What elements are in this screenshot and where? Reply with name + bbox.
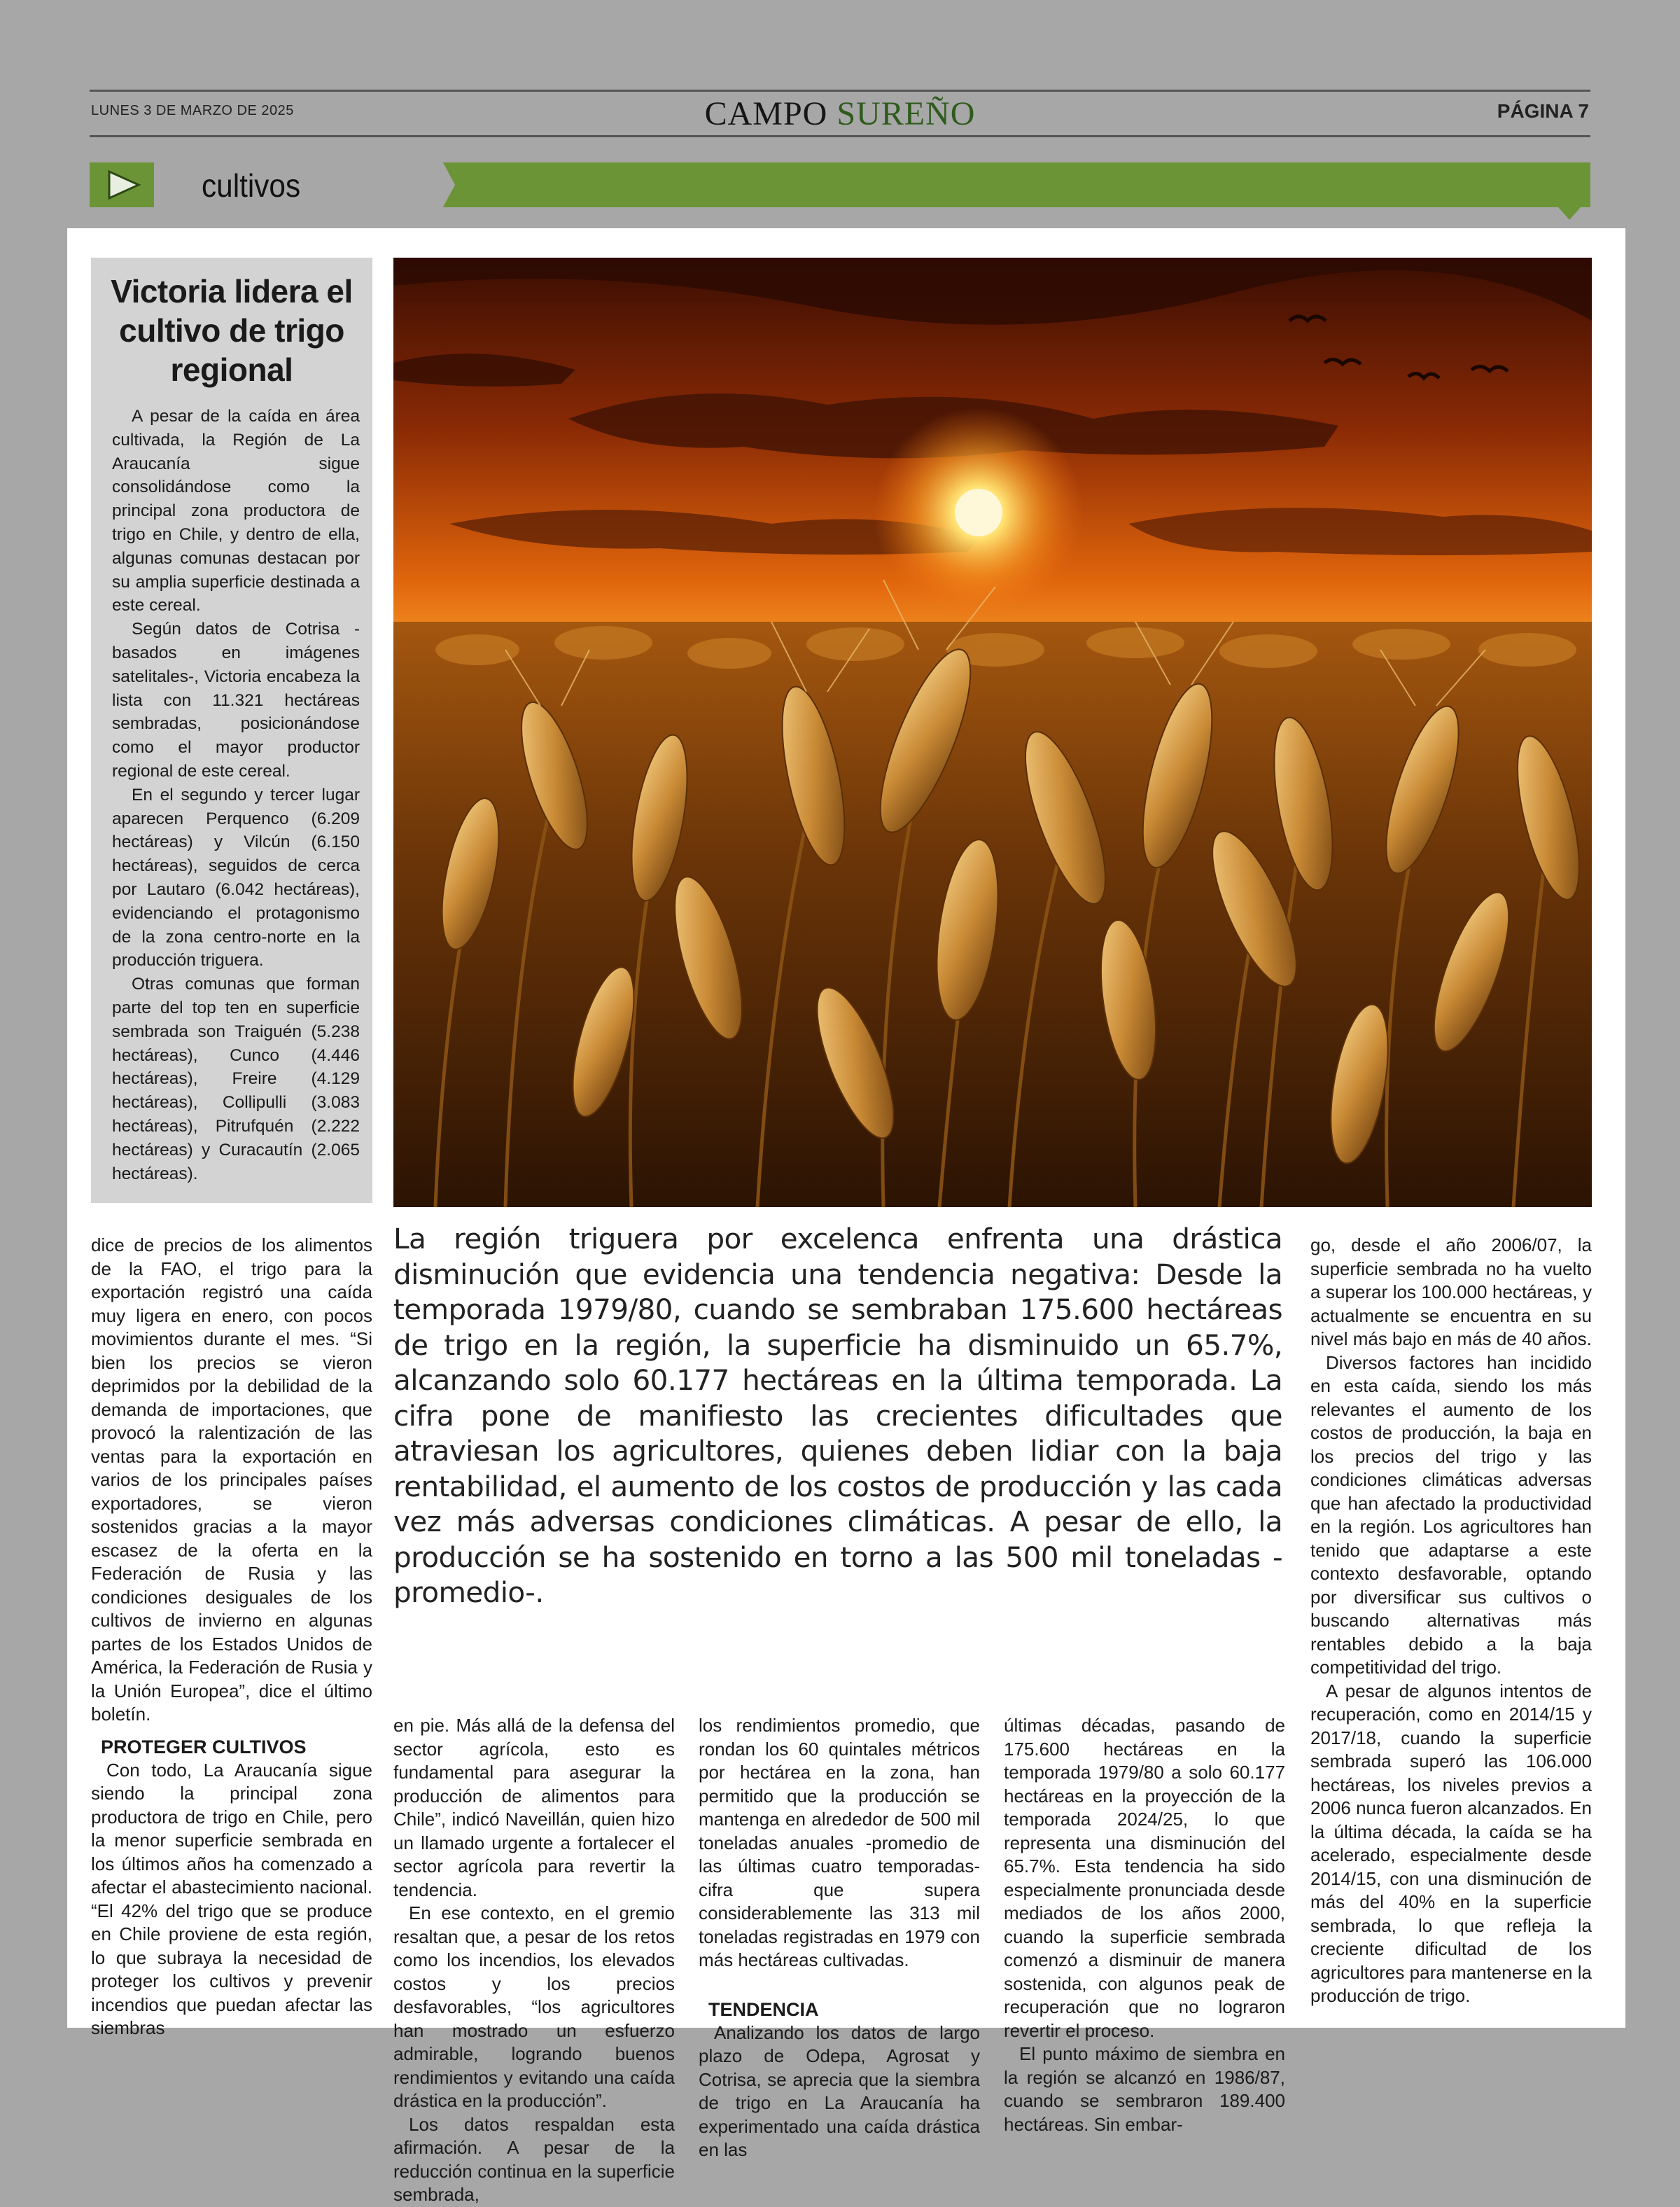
section-label: cultivos — [202, 167, 301, 204]
section-icon-box — [90, 162, 154, 207]
column-paragraph: dice de precios de los alimentos de la FAO, el trigo para la exportación registró una caída muy ligera en enero, con pocos movimientos durante el mes. “Si bien los precios se vieron deprimidos por la debilidad de la demanda de importaciones, que provocó la ralentización de las ventas para la exportación en varios de los principales países exportadores, se vieron sostenidos gracias a la mayor escasez de la oferta en la Federación de Rusia y las condiciones desiguales de los cultivos de invierno en algunas partes de los Estados Unidos de América, la Federación de Rusia y la Unión Europea”, dice el último boletín. — [91, 1234, 372, 1725]
column-paragraph: El punto máximo de siembra en la región se alcanzó en 1986/87, cuando se sembraron 189.400 hectáreas. Sin embar- — [1004, 2043, 1285, 2135]
sidebar-box — [91, 258, 372, 1203]
masthead-campo: CAMPO — [704, 95, 837, 132]
sidebar-paragraph: A pesar de la caída en área cultivada, la Región de La Araucanía sigue consolidándose como la principal zona productora de trigo en Chile, y dentro de ella, algunas comunas destacan por su amplia superficie destinada a este cereal. — [112, 407, 360, 615]
article-column-1 — [91, 1234, 372, 2040]
lead-text: La región triguera por excelenca enfrenta una drástica disminución que evidencia una tendencia negativa: Desde la temporada 1979/80, cuando se sembraban 175.600 hectáreas de trigo en la región, la superficie ha disminuido un 65.7%, alcanzando solo 60.177 hectáreas en la última temporada. La cifra pone de manifiesto las crecientes dificultades que atraviesan los agricultores, quienes deben lidiar con la baja rentabilidad, el aumento de los costos de producción y las cada vez más adversas condiciones climáticas. A pesar de ello, la producción se ha sostenido en torno a las 500 mil toneladas -promedio-. — [393, 1222, 1282, 1609]
page-number: PÁGINA 7 — [1497, 100, 1589, 122]
lead-paragraph — [393, 1221, 1282, 1610]
play-icon — [105, 169, 141, 200]
article-column-5 — [1310, 1234, 1592, 2008]
sidebar-body — [112, 405, 360, 1185]
wheat-sunset-photo — [393, 258, 1592, 1207]
column-paragraph: Diversos factores han incidido en esta caída, siendo los más relevantes el aumento de los costos de producción, la baja en los precios del trigo y las condiciones climáticas adversas que han afectado la productividad en la región. Los agricultores han tenido que adaptarse a este contexto desfavorable, optando por diversificar sus cultivos o buscando alternativas más rentables debido a la baja competitividad del trigo. — [1310, 1351, 1592, 1678]
column-paragraph: go, desde el año 2006/07, la superficie sembrada no ha vuelto a superar los 100.000 hectáreas, y actualmente se encuentra en su nivel más bajo en más de 40 años. — [1310, 1234, 1592, 1349]
section-bar — [90, 162, 1590, 207]
masthead — [90, 95, 1590, 133]
masthead-sureno: SUREÑO — [836, 95, 976, 132]
sidebar-paragraph: Otras comunas que forman parte del top ten en superficie sembrada son Traiguén (5.238 hectáreas), Cunco (4.446 hectáreas), Freire (4.129 hectáreas), Collipulli (3.083 hectáreas), Pitrufquén (2.222 hectáreas) y Curacautín (2.065 hectáreas). — [112, 975, 360, 1183]
page-header — [90, 90, 1590, 137]
sidebar-paragraph: Según datos de Cotrisa -basados en imágenes satelitales-, Victoria encabeza la lista con 11.321 hectáreas sembradas, posicionándose como el mayor productor regional de este cereal. — [112, 620, 360, 781]
column-paragraph: A pesar de algunos intentos de recuperación, como en 2014/15 y 2017/18, cuando la superficie sembrada superó las 106.000 hectáreas, los niveles previos a 2006 nunca fueron alcanzados. En la última década, la caída se ha acelerado, especialmente desde 2014/15, con una disminución de más del 40% en la superficie sembrada, lo que refleja la creciente dificultad de los agricultores para mantenerse en la producción de trigo. — [1310, 1680, 1592, 2006]
column-paragraph: últimas décadas, pasando de 175.600 hectáreas en la temporada 1979/80 a solo 60.177 hectáreas en la proyección de la temporada 2024/25, lo que representa una disminución del 65.7%. Esta tendencia ha sido especialmente pronunciada desde mediados de los años 2000, cuando la superficie sembrada comenzó a disminuir de manera sostenida, con algunos peak de recuperación que no lograron revertir el proceso. — [1004, 1715, 1285, 2041]
section-bar-pointer — [1558, 207, 1581, 220]
article-page — [67, 228, 1625, 2205]
column-paragraph: En ese contexto, en el gremio resaltan que, a pesar de los retos como los incendios, los elevados costos y los precios desfavorables, “los agricultores han mostrado un esfuerzo admirable, logrando buenos rendimientos y evitando una caída drástica en la producción”. — [393, 1902, 675, 2111]
column-paragraph: en pie. Más allá de la defensa del sector agrícola, esto es fundamental para asegurar la producción de alimentos para Chile”, indicó Naveillán, quien hizo un llamado urgente a fortalecer el sector agrícola para revertir la tendencia. — [393, 1715, 675, 1900]
issue-date: LUNES 3 DE MARZO DE 2025 — [91, 103, 294, 118]
article-column-4 — [1004, 1714, 1285, 2136]
sidebar-title: Victoria lidera el cultivo de trigo regional — [111, 273, 353, 388]
column-paragraph: los rendimientos promedio, que rondan los 60 quintales métricos por hectárea en la zona, han permitido que la producción se mantenga en alrededor de 500 mil toneladas anuales -promedio de las últimas cuatro temporadas- cifra que supera considerablemente las 313 mil toneladas registradas en 1979 con más hectáreas cultivadas. — [699, 1715, 980, 1970]
column-paragraph: Analizando los datos de largo plazo de Odepa, Agrosat y Cotrisa, se aprecia que la siembra de trigo en La Araucanía ha experimentado una caída drástica en las — [699, 2021, 980, 2160]
article-column-2 — [393, 1714, 675, 2207]
subheading-tendencia: TENDENCIA — [708, 1998, 819, 2020]
subheading-proteger-cultivos: PROTEGER CULTIVOS — [101, 1736, 307, 1757]
sidebar-paragraph: En el segundo y tercer lugar aparecen Perquenco (6.209 hectáreas) y Vilcún (6.150 hectáreas), seguidos de cerca por Lautaro (6.042 hectáreas), evidenciando el protagonismo de la zona centro-norte en la producción triguera. — [112, 785, 360, 970]
wheat-sunset-illustration — [393, 258, 1592, 1207]
section-label-tab — [154, 162, 455, 207]
column-paragraph: Los datos respaldan esta afirmación. A pesar de la reducción continua en la superficie sembrada, — [393, 2113, 675, 2205]
column-paragraph: Con todo, La Araucanía sigue siendo la principal zona productora de trigo en Chile, pero la menor superficie sembrada en los últimos años ha comenzado a afectar el abastecimiento nacional. “El 42% del trigo que se produce en Chile proviene de esta región, lo que subraya la necesidad de proteger los cultivos y prevenir incendios que puedan afectar las siembras — [91, 1759, 372, 2038]
article-column-3 — [699, 1714, 980, 2162]
